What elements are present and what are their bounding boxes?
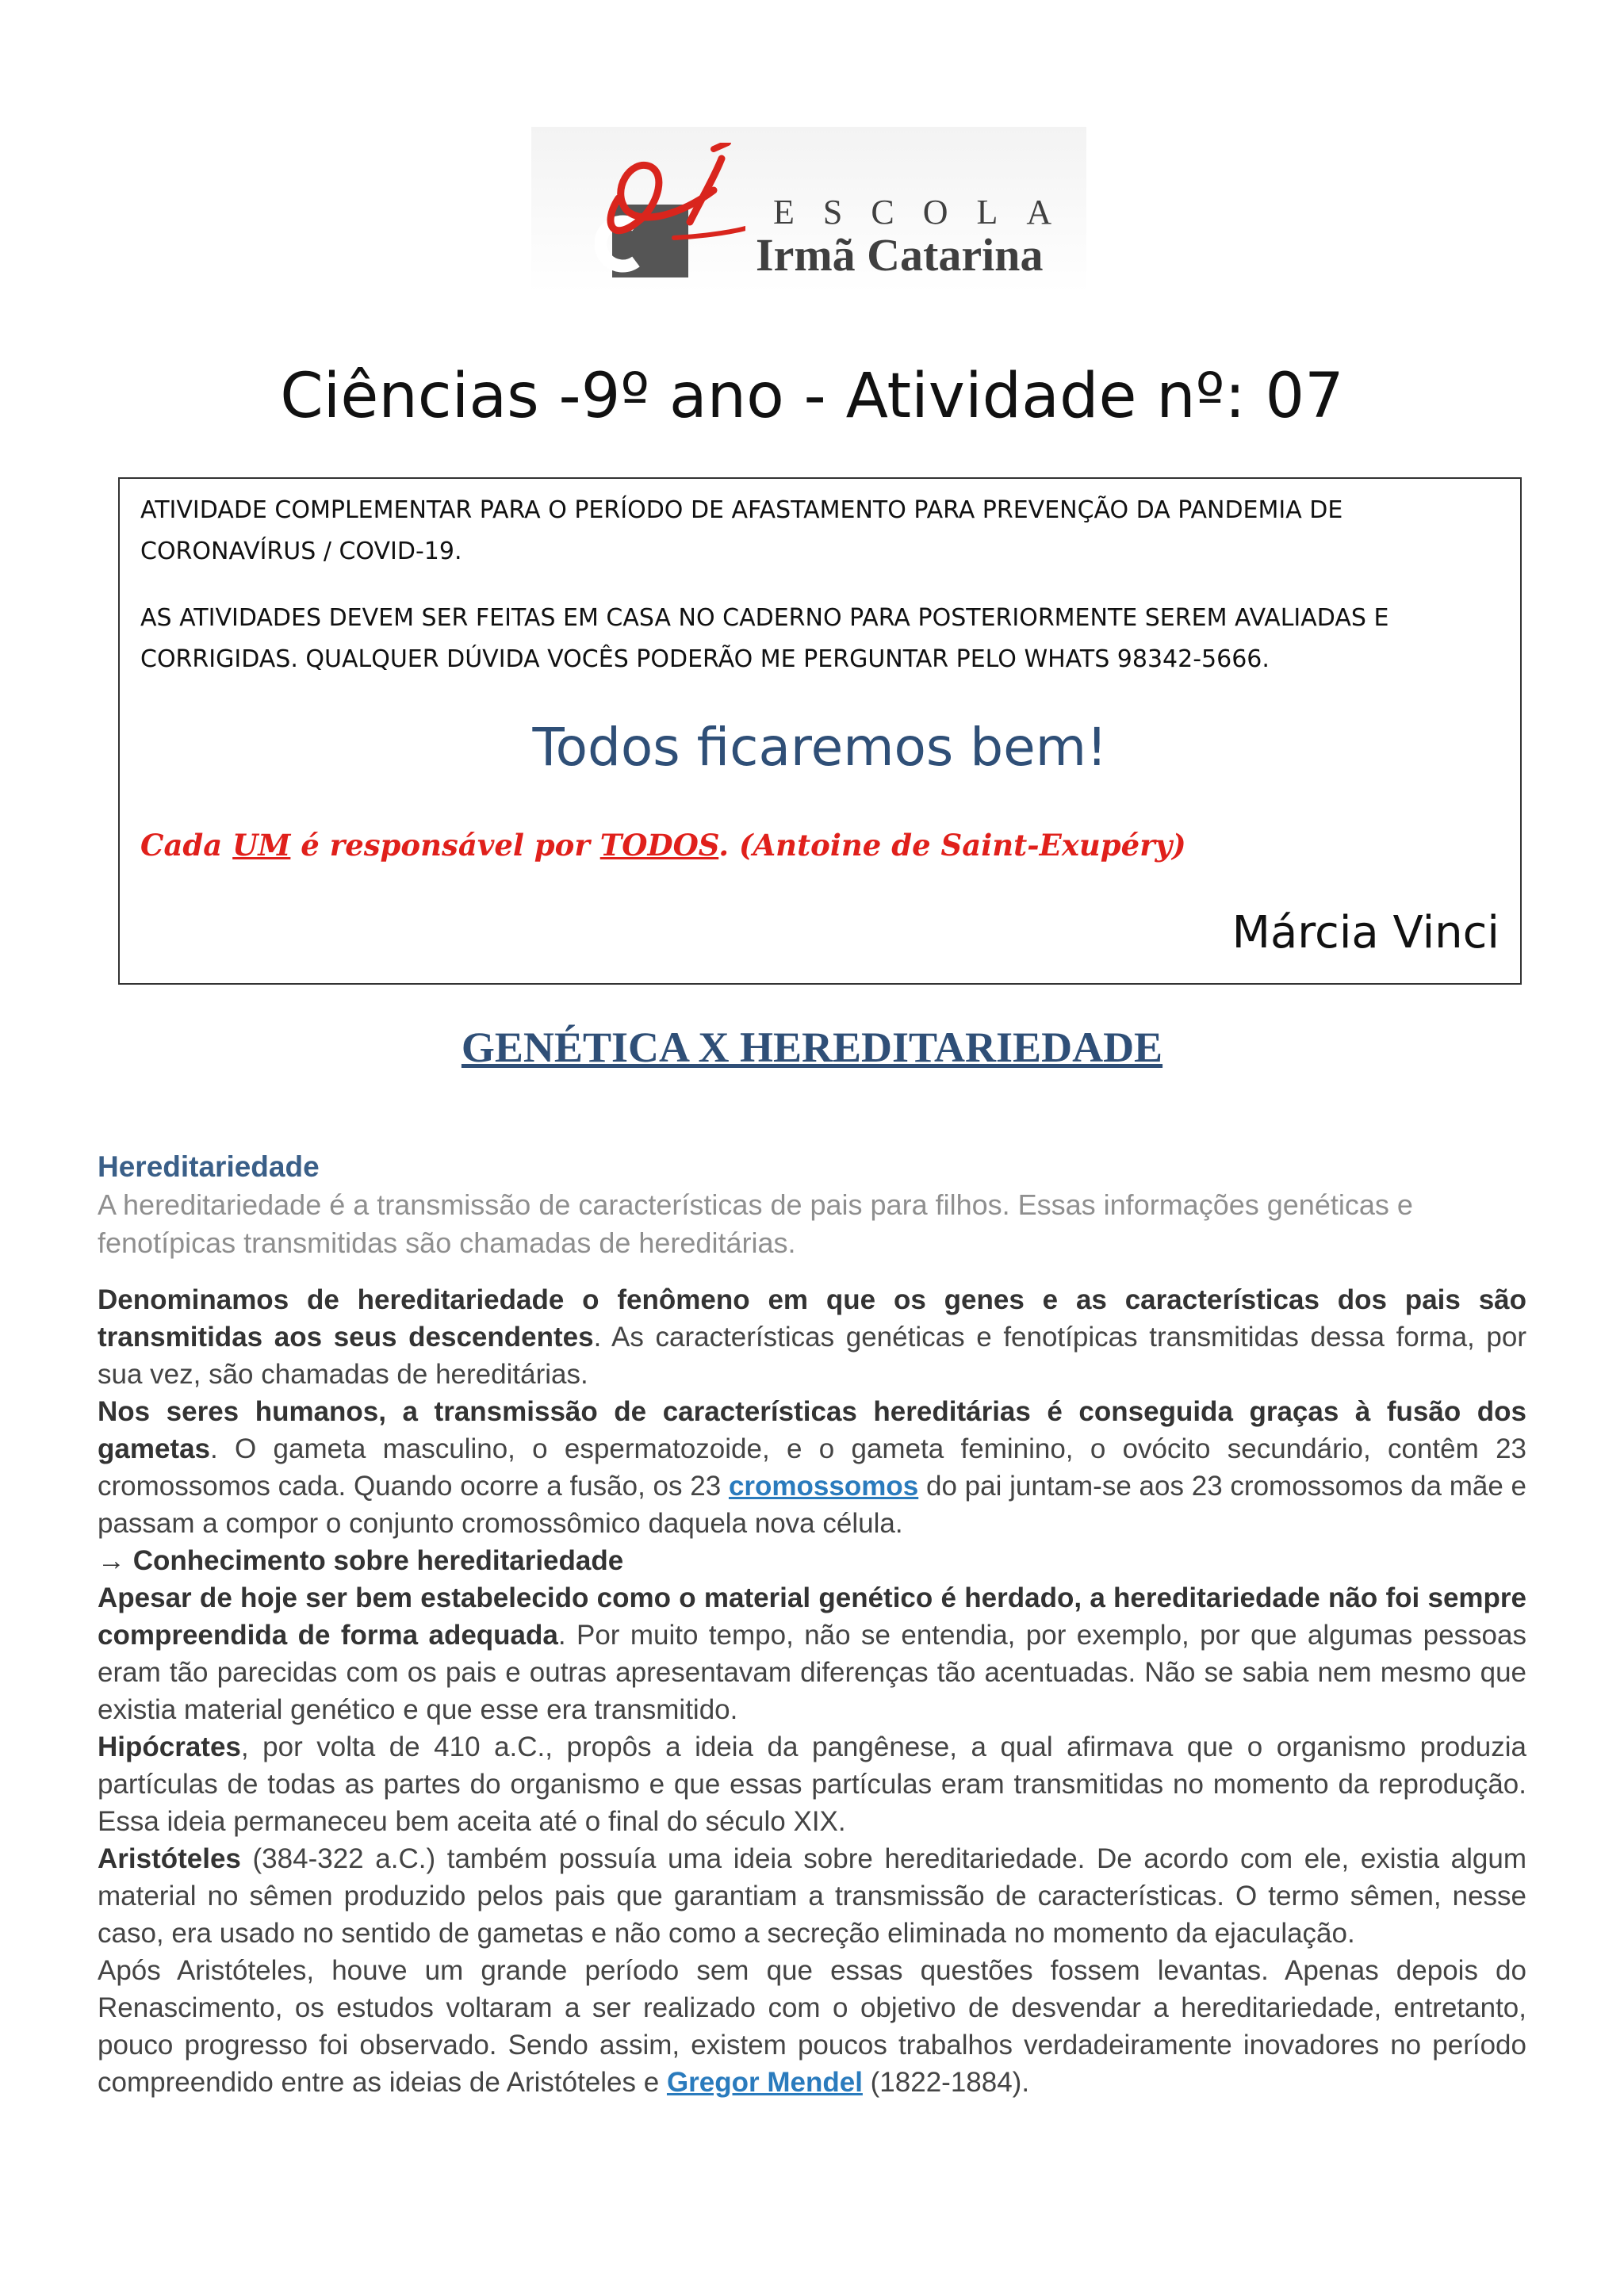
p6-text-b: (1822-1884). [862,2067,1030,2098]
logo-escola-text: ESCOLA [773,193,1081,232]
quote-um: UM [232,828,291,863]
article-paragraph-3 [98,1579,1526,1728]
article [98,1148,1526,2101]
article-lead: A hereditariedade é a transmissão de características de pais para filhos. Essas informações genéticas e fenotípicas transmitidas são chamadas de hereditárias. [98,1188,1413,1259]
article-heading: Hereditariedade [98,1150,320,1183]
p1-bold: Denominamos de hereditariedade o fenômeno em que os genes e as características dos pais são transmitidas aos seus descendentes [98,1284,1526,1353]
article-paragraph-2 [98,1393,1526,1542]
slogan: Todos ficaremos bem! [532,717,1108,778]
article-paragraph-4 [98,1728,1526,1840]
section-title: GENÉTICA X HEREDITARIEDADE [461,1024,1163,1071]
school-emblem-icon [595,143,745,285]
notice-paragraph-1: ATIVIDADE COMPLEMENTAR PARA O PERÍODO DE AFASTAMENTO PARA PREVENÇÃO DA PANDEMIA DE CORONAVÍRUS / COVID-19. [140,496,1343,565]
notice-paragraph-2: AS ATIVIDADES DEVEM SER FEITAS EM CASA NO CADERNO PARA POSTERIORMENTE SEREM AVALIADAS E CORRIGIDAS. QUALQUER DÚVIDA VOCÊS PODERÃO ME PERGUNTAR PELO WHATS 98342-5666. [140,604,1389,673]
school-logo [531,127,1086,293]
p6-text-a: Após Aristóteles, houve um grande período sem que essas questões fossem levantas. Apenas depois do Renascimento, os estudos voltaram a ser realizado com o objetivo de desvendar a hereditariedade, entretanto, pouco progresso foi observado. Sendo assim, existem poucos trabalhos verdadeiramente inovadores no período compreendido entre as ideias de Aristóteles e [98,1955,1526,2098]
p1-rest: . As características genéticas e fenotípicas transmitidas dessa forma, por sua vez, são chamadas de hereditárias. [98,1322,1526,1390]
p5-bold: Aristóteles [98,1843,241,1874]
link-gregor-mendel[interactable]: Gregor Mendel [666,2067,863,2098]
subheading-text: → Conhecimento sobre hereditariedade [98,1545,624,1576]
article-paragraph-5 [98,1840,1526,1952]
p3-rest: . Por muito tempo, não se entendia, por exemplo, por que algumas pessoas eram tão parecidas com os pais e outras apresentavam diferenças tão acentuadas. Não se sabia nem mesmo que existia material genético e que esse era transmitido. [98,1620,1526,1725]
notice-box [118,477,1522,985]
p4-rest: , por volta de 410 a.C., propôs a ideia da pangênese, a qual afirmava que o organismo produzia partículas de todas as partes do organismo e que essas partículas eram transmitidas no momento da reprodução. Essa ideia permaneceu bem aceita até o final do século XIX. [98,1732,1526,1837]
p4-bold: Hipócrates [98,1732,241,1762]
p2-bold: Nos seres humanos, a transmissão de características hereditárias é conseguida graças à fusão dos gametas [98,1396,1526,1464]
page-title: Ciências -9º ano - Atividade nº: 07 [280,361,1344,432]
p3-bold: Apesar de hoje ser bem estabelecido como o material genético é herdado, a hereditariedade não foi sempre compreendida de forma adequada [98,1582,1526,1651]
p2-rest-a: . O gameta masculino, o espermatozoide, e o gameta feminino, o ovócito secundário, contêm 23 cromossomos cada. Quando ocorre a fusão, os 23 [98,1433,1526,1502]
quote-text-1: Cada [140,828,233,863]
article-paragraph-6 [98,1952,1526,2101]
quote-todos: TODOS [599,828,719,863]
author-signature: Márcia Vinci [1231,907,1500,959]
p5-rest: (384-322 a.C.) também possuía uma ideia sobre hereditariedade. De acordo com ele, existia algum material no sêmen produzido pelos pais que garantiam a transmissão de características. O termo sêmen, nesse caso, era usado no sentido de gametas e não como a secreção eliminada no momento da ejaculação. [98,1843,1526,1949]
article-paragraph-1 [98,1281,1526,1393]
logo-school-name: Irmã Catarina [756,229,1044,281]
article-subheading [98,1542,1526,1579]
link-cromossomos[interactable]: cromossomos [728,1471,919,1502]
quote-text-2: é responsável por [290,828,600,863]
quote-text-3: . (Antoine de Saint-Exupéry) [718,828,1186,863]
quote [140,828,1186,863]
p2-rest-b: do pai juntam-se aos 23 cromossomos da mãe e passam a compor o conjunto cromossômico daquela nova célula. [98,1471,1527,1539]
